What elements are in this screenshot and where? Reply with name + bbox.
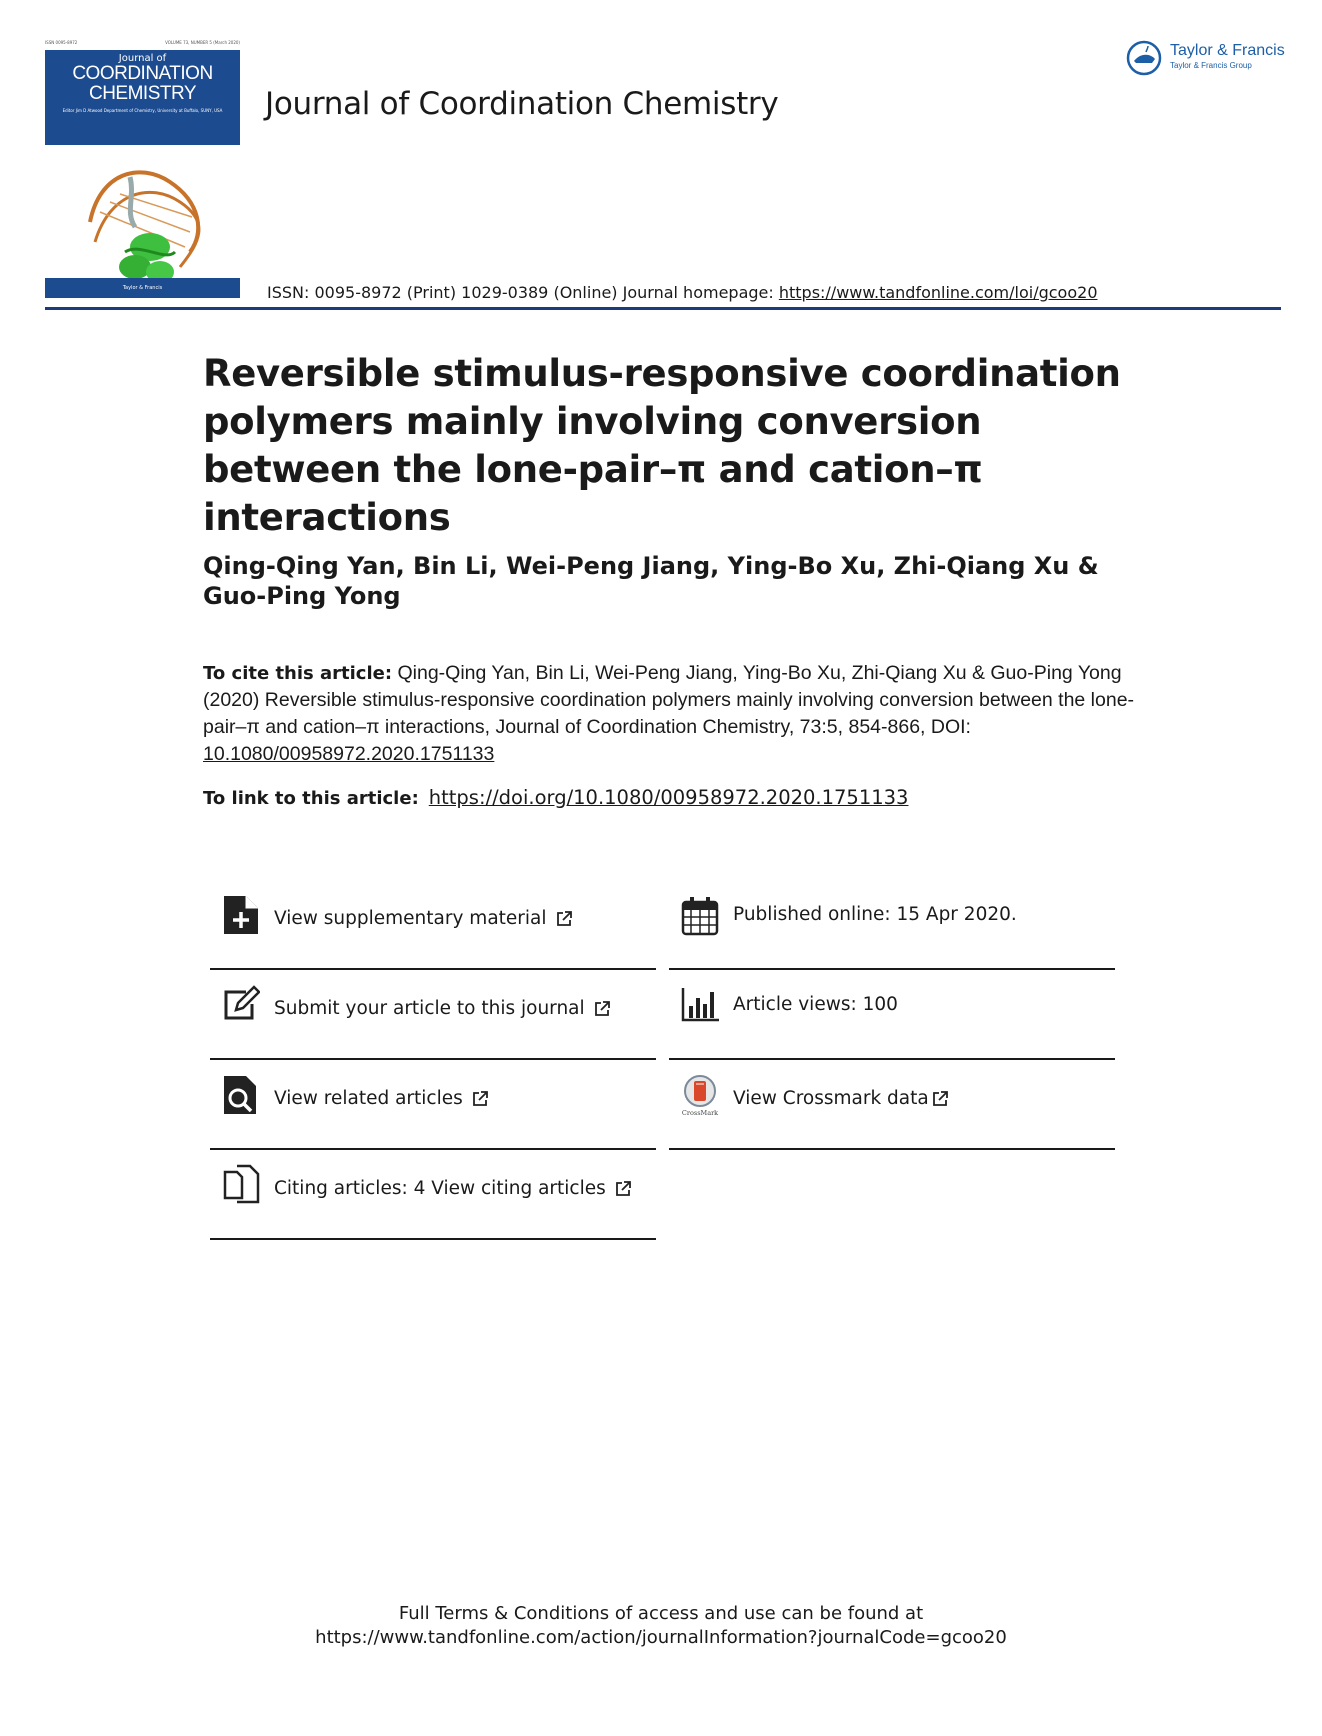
cover-coordination: COORDINATION: [72, 63, 213, 84]
search-document-icon: [222, 1074, 260, 1116]
related-link[interactable]: [274, 1088, 489, 1109]
cite-doi-link[interactable]: 10.1080/00958972.2020.1751133: [203, 743, 495, 765]
journal-title[interactable]: Journal of Coordination Chemistry: [265, 86, 779, 122]
link-label: To link to this article:: [203, 788, 419, 809]
file-plus-icon: [222, 894, 260, 936]
article-doi-link[interactable]: https://doi.org/10.1080/00958972.2020.1751133: [428, 786, 909, 809]
article-link-line: [203, 786, 908, 809]
cover-editor: Editor Jim D Atwood Department of Chemistry, University at Buffalo, SUNY, USA: [62, 108, 223, 113]
article-views-text: Article views: 100: [733, 994, 898, 1015]
footer-terms-link[interactable]: https://www.tandfonline.com/action/journalInformation?journalCode=gcoo20: [315, 1627, 1007, 1648]
bar-chart-icon: [681, 984, 719, 1026]
taylor-francis-logo[interactable]: [1126, 40, 1286, 76]
citing-articles-item[interactable]: [210, 1150, 656, 1240]
submit-link[interactable]: [274, 998, 611, 1019]
crossmark-label: View Crossmark data: [733, 1088, 929, 1109]
related-label: View related articles: [274, 1088, 463, 1109]
citing-label: Citing articles: 4 View citing articles: [274, 1178, 606, 1199]
copy-documents-icon: [222, 1164, 260, 1206]
supplementary-material-item[interactable]: [210, 880, 656, 970]
crossmark-link[interactable]: [733, 1088, 949, 1109]
issn-text: ISSN: 0095-8972 (Print) 1029-0389 (Online) Journal homepage:: [267, 283, 779, 302]
cover-publisher-band: Taylor & Francis: [45, 278, 240, 298]
cover-issn: ISSN 0095-8972: [45, 40, 78, 45]
footer-line-1: Full Terms & Conditions of access and use can be found at: [398, 1603, 924, 1624]
submit-label: Submit your article to this journal: [274, 998, 585, 1019]
tf-group: Taylor & Francis Group: [1170, 61, 1252, 70]
crossmark-icon-label: CrossMark: [681, 1109, 719, 1116]
taylor-francis-lamp-icon: [1126, 40, 1164, 76]
article-title: Reversible stimulus-responsive coordination polymers mainly involving conversion between the lone-pair–π and cation–π interactions: [203, 352, 1121, 539]
cite-label: To cite this article:: [203, 663, 393, 684]
article-views-item: [669, 970, 1115, 1060]
issn-line: [267, 283, 1098, 302]
citation-block: [203, 660, 1148, 768]
external-link-icon: [614, 1180, 632, 1198]
supplementary-link[interactable]: [274, 908, 573, 929]
cover-journal-of: Journal of: [118, 53, 167, 64]
submit-article-item[interactable]: [210, 970, 656, 1060]
external-link-icon: [555, 910, 573, 928]
footer-terms: [0, 1602, 1322, 1650]
crossmark-icon: [681, 1074, 719, 1116]
cover-title-band: [45, 50, 240, 145]
article-authors: Qing-Qing Yan, Bin Li, Wei-Peng Jiang, Ying-Bo Xu, Zhi-Qiang Xu & Guo-Ping Yong: [203, 552, 1099, 610]
journal-homepage-link[interactable]: https://www.tandfonline.com/loi/gcoo20: [778, 283, 1098, 302]
external-link-icon: [593, 1000, 611, 1018]
external-link-icon: [471, 1090, 489, 1108]
supplementary-label: View supplementary material: [274, 908, 547, 929]
crossmark-item[interactable]: [669, 1060, 1115, 1150]
calendar-icon: [681, 894, 719, 936]
published-online-item: [669, 880, 1115, 970]
tf-name: Taylor & Francis: [1170, 42, 1285, 59]
published-online-text: Published online: 15 Apr 2020.: [733, 904, 1017, 925]
header-divider: [45, 307, 1281, 310]
journal-cover-thumbnail: [45, 40, 240, 298]
edit-icon: [222, 984, 260, 1026]
citing-link[interactable]: [274, 1178, 632, 1199]
cover-volume: VOLUME 73, NUMBER 5 (March 2020): [165, 40, 240, 45]
cite-text: Qing-Qing Yan, Bin Li, Wei-Peng Jiang, Ying-Bo Xu, Zhi-Qiang Xu & Guo-Ping Yong (2020) Reversible stimulus-responsive coordination polymers mainly involving conversion between the lone-pair–π and cation–π interactions, Journal of Coordination Chemistry, 73:5, 854-866, DOI:: [203, 662, 1135, 738]
related-articles-item[interactable]: [210, 1060, 656, 1150]
cover-top-strip: [45, 40, 240, 48]
cover-chemistry: CHEMISTRY: [88, 83, 197, 104]
external-link-icon: [931, 1090, 949, 1108]
